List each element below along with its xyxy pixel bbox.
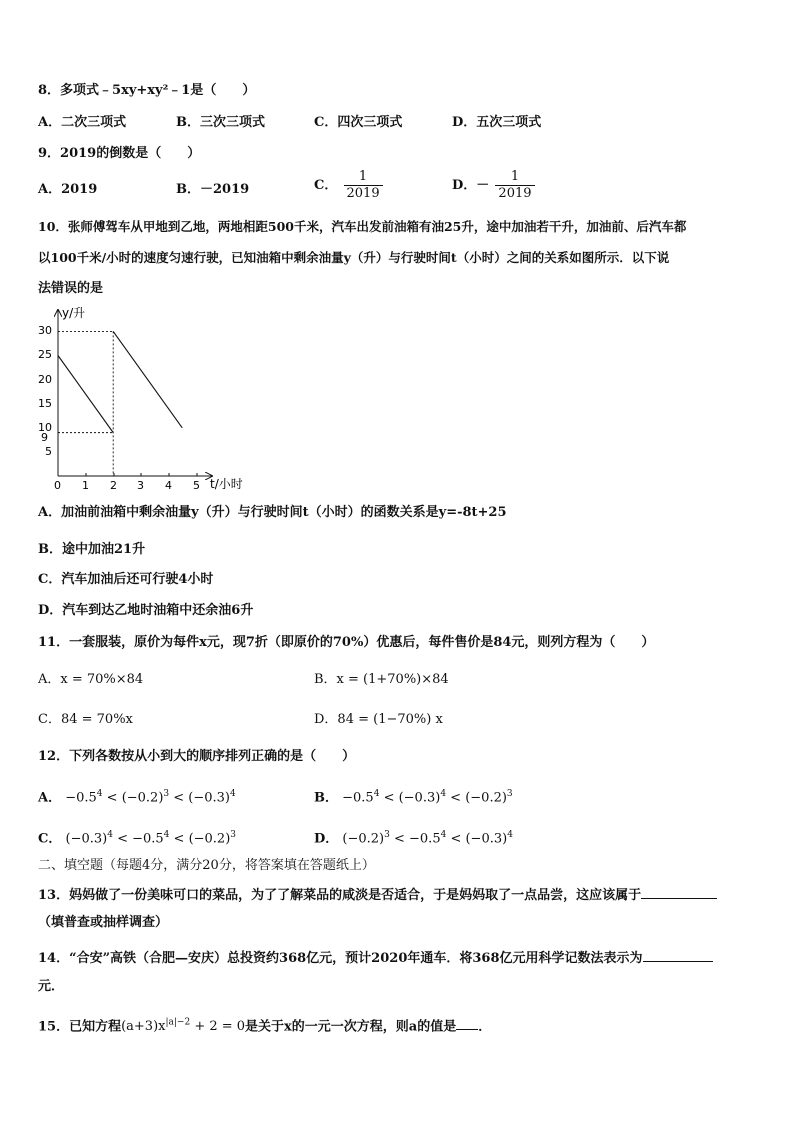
q15-text-before: 15．已知方程 [38,1019,122,1035]
q12-c-label: C． [38,831,62,847]
q13-line1 [38,884,717,905]
q9-option-a: A．2019 [38,182,98,197]
y-tick-label: 5 [45,445,52,458]
q8-option-d: D．五次三项式 [452,115,542,130]
q11-stem: 11．一套服装，原价为每件x元，现7折（即原价的70%）优惠后，每件售价是84元，则列方程为（ ） [38,635,655,650]
q13-answer-blank[interactable] [641,884,717,899]
q9-option-c-fraction [344,170,383,201]
q10-stem-line3: 法错误的是 [38,281,104,296]
q10-option-d: D．汽车到达乙地时油箱中还余油6升 [38,603,254,618]
q11-option-c: C．84 = 70%x [38,712,133,727]
series-line-1 [58,356,113,433]
q14-line1 [38,947,713,968]
x-tick-label: 4 [165,479,172,492]
series-line-2 [113,331,182,427]
y-tick-label: 15 [38,397,52,410]
x-axis-label: t/小时 [210,477,243,491]
q14-answer-blank[interactable] [643,947,713,962]
q8-option-b: B．三次三项式 [176,115,265,130]
y-tick-label: 9 [41,431,48,444]
q10-stem-line2: 以100千米/小时的速度匀速行驶，已知油箱中剩余油量y（升）与行驶时间t（小时）之间的关系如图所示．以下说 [38,250,670,265]
q8-option-c: C．四次三项式 [314,115,403,130]
q11-option-d: D．84 = (1−70%) x [314,712,443,727]
q15-equation: $(a+3)x^{|a|-2} + 2 = 0$ [121,1018,246,1035]
q12-option-a: A． $-0.5^4 < (-0.2)^3 < (-0.3)^4$ [38,789,236,806]
x-tick-label: 0 [54,479,61,492]
q9-option-c [314,170,383,201]
q15-text-after: 是关于x的一元一次方程，则a的值是 [245,1019,457,1035]
y-axis-label: y/升 [62,306,86,320]
q12-a-label: A． [38,790,62,806]
q10-option-b: B．途中加油21升 [38,542,146,557]
q13-text: 13．妈妈做了一份美味可口的菜品，为了了解菜品的咸淡是否适合，于是妈妈取了一点品尝，这应该属于 [38,888,642,903]
q9-option-d-fraction [495,170,534,201]
q10-graph [30,302,290,492]
q10-option-a: A．加油前油箱中剩余油量y（升）与行驶时间t（小时）的函数关系是y=-8t+25 [38,505,507,520]
x-tick-label: 2 [110,479,117,492]
y-tick-label: 30 [38,324,52,337]
q8-option-a: A．二次三项式 [38,115,127,130]
q12-d-label: D． [314,831,339,847]
q9-option-d-label: D．－ [452,178,490,193]
q15-line [38,1014,491,1036]
q11-option-a: A．x = 70%×84 [38,672,144,687]
q12-option-d: D． $(-0.2)^3 < -0.5^4 < (-0.3)^4$ [314,830,513,847]
q9-d-denominator: 2019 [498,186,532,201]
q15-text-end: ． [478,1019,492,1035]
q9-option-b-text: B．－2019 [176,182,250,197]
q12-option-c: C． $(-0.3)^4 < -0.5^4 < (-0.2)^3$ [38,830,237,847]
q11-option-b: B．x = (1+70%)×84 [314,672,449,687]
y-tick-label: 25 [38,348,52,361]
q10-option-c: C．汽车加油后还可行驶4小时 [38,572,214,587]
q15-answer-blank[interactable] [456,1015,478,1030]
x-tick-label: 1 [82,479,89,492]
q14-text: 14．“合安”高铁（合肥—安庆）总投资约368亿元，预计2020年通车．将368亿元用科学记数法表示为 [38,951,643,966]
q9-d-numerator: 1 [495,170,534,186]
q9-option-c-label: C． [314,178,338,193]
q12-option-b: B． $-0.5^4 < (-0.3)^4 < (-0.2)^3$ [314,789,513,806]
q9-c-numerator: 1 [344,170,383,186]
section-heading: 二、填空题（每题4分，满分20分，将答案填在答题纸上） [38,858,375,873]
q9-stem: 9．2019的倒数是（ ） [38,146,201,161]
q13-line2: （填普查或抽样调查） [38,915,169,930]
q9-option-d [452,170,535,201]
q10-stem-line1: 10．张师傅驾车从甲地到乙地，两地相距500千米，汽车出发前油箱有油25升，途中加油若干升，加油前、后汽车都 [38,219,687,234]
q12-b-label: B． [314,790,338,806]
q9-option-b [176,181,249,199]
x-tick-label: 5 [193,479,200,492]
x-tick-label: 3 [137,479,144,492]
y-tick-label: 20 [38,373,52,386]
q8-stem: 8．多项式﹣5xy+xy²﹣1是（ ） [38,83,256,98]
q12-stem: 12．下列各数按从小到大的顺序排列正确的是（ ） [38,749,356,764]
y-tick-label: 10 [38,421,52,434]
q9-c-denominator: 2019 [346,186,380,201]
q14-line2: 元． [38,979,65,994]
